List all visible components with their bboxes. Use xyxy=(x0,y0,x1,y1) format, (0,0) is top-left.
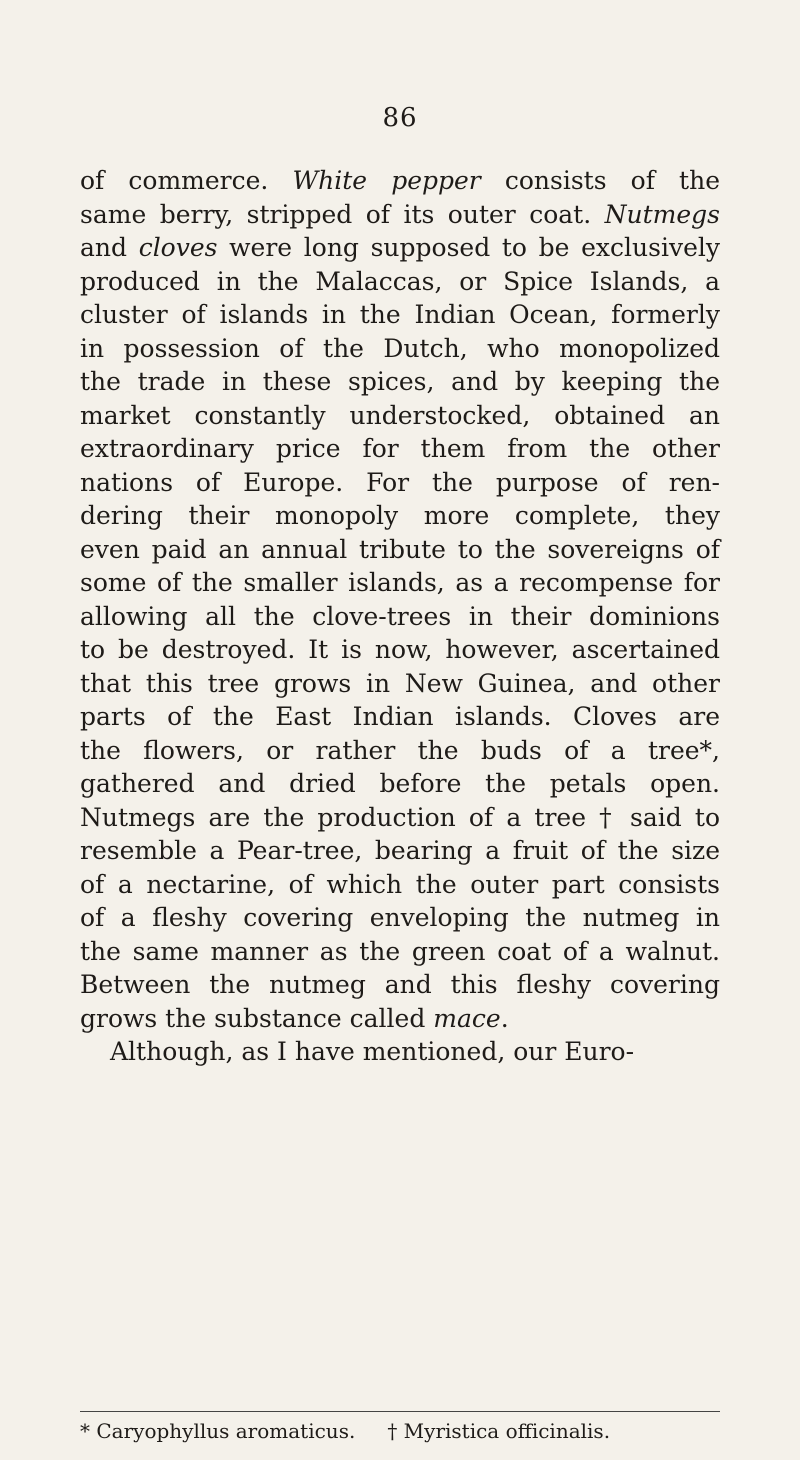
text-line: nations of Europe. For the purpose of ren- xyxy=(80,467,720,497)
text-line: cluster of islands in the Indian Ocean, formerly xyxy=(80,300,720,329)
text-line: of a nectarine, of which the outer part consists xyxy=(80,869,720,899)
footnote: * Caryophyllus aromaticus. xyxy=(80,1419,356,1443)
text-line: some of the smaller islands, as a recompense for xyxy=(80,568,720,597)
text-line: dering their monopoly more complete, they xyxy=(80,501,720,530)
text-line: even paid an annual tribute to the sovereigns of xyxy=(80,534,720,564)
text-line: market constantly understocked, obtained an xyxy=(80,400,720,430)
text-line: the trade in these spices, and by keeping the xyxy=(80,367,720,396)
text-line: gathered and dried before the petals open. xyxy=(80,769,720,798)
text-line: of commerce. White pepper consists of the xyxy=(80,166,720,195)
footnote: † Myristica officinalis. xyxy=(387,1419,611,1443)
text-line: Nutmegs are the production of a tree † said to xyxy=(80,802,720,832)
text-line: produced in the Malaccas, or Spice Islands, a xyxy=(80,266,720,296)
text-line: that this tree grows in New Guinea, and other xyxy=(80,668,720,698)
text-line: allowing all the clove-trees in their dominions xyxy=(80,601,720,631)
text-line: grows the substance called mace. xyxy=(80,1003,509,1033)
text-line: in possession of the Dutch, who monopolized xyxy=(80,333,720,363)
footnote-divider xyxy=(80,1411,720,1412)
text-line: parts of the East Indian islands. Cloves are xyxy=(80,702,720,731)
text-line: same berry, stripped of its outer coat. Nutmegs xyxy=(80,199,720,229)
text-line: of a fleshy covering enveloping the nutmeg in xyxy=(80,903,720,932)
text-line: extraordinary price for them from the other xyxy=(80,434,720,463)
text-line: and cloves were long supposed to be exclusively xyxy=(80,233,720,262)
text-line: Between the nutmeg and this fleshy covering xyxy=(80,970,720,999)
text-line: Although, as I have mentioned, our Euro- xyxy=(110,1037,635,1066)
text-line: the flowers, or rather the buds of a tree*, xyxy=(80,735,720,765)
page-number: 86 xyxy=(382,103,418,133)
footnotes xyxy=(80,1418,720,1444)
text-line: resemble a Pear-tree, bearing a fruit of the size xyxy=(80,836,720,865)
text-line: to be destroyed. It is now, however, ascertained xyxy=(80,635,720,664)
text-line: the same manner as the green coat of a walnut. xyxy=(80,936,720,966)
body-text xyxy=(80,164,720,1069)
